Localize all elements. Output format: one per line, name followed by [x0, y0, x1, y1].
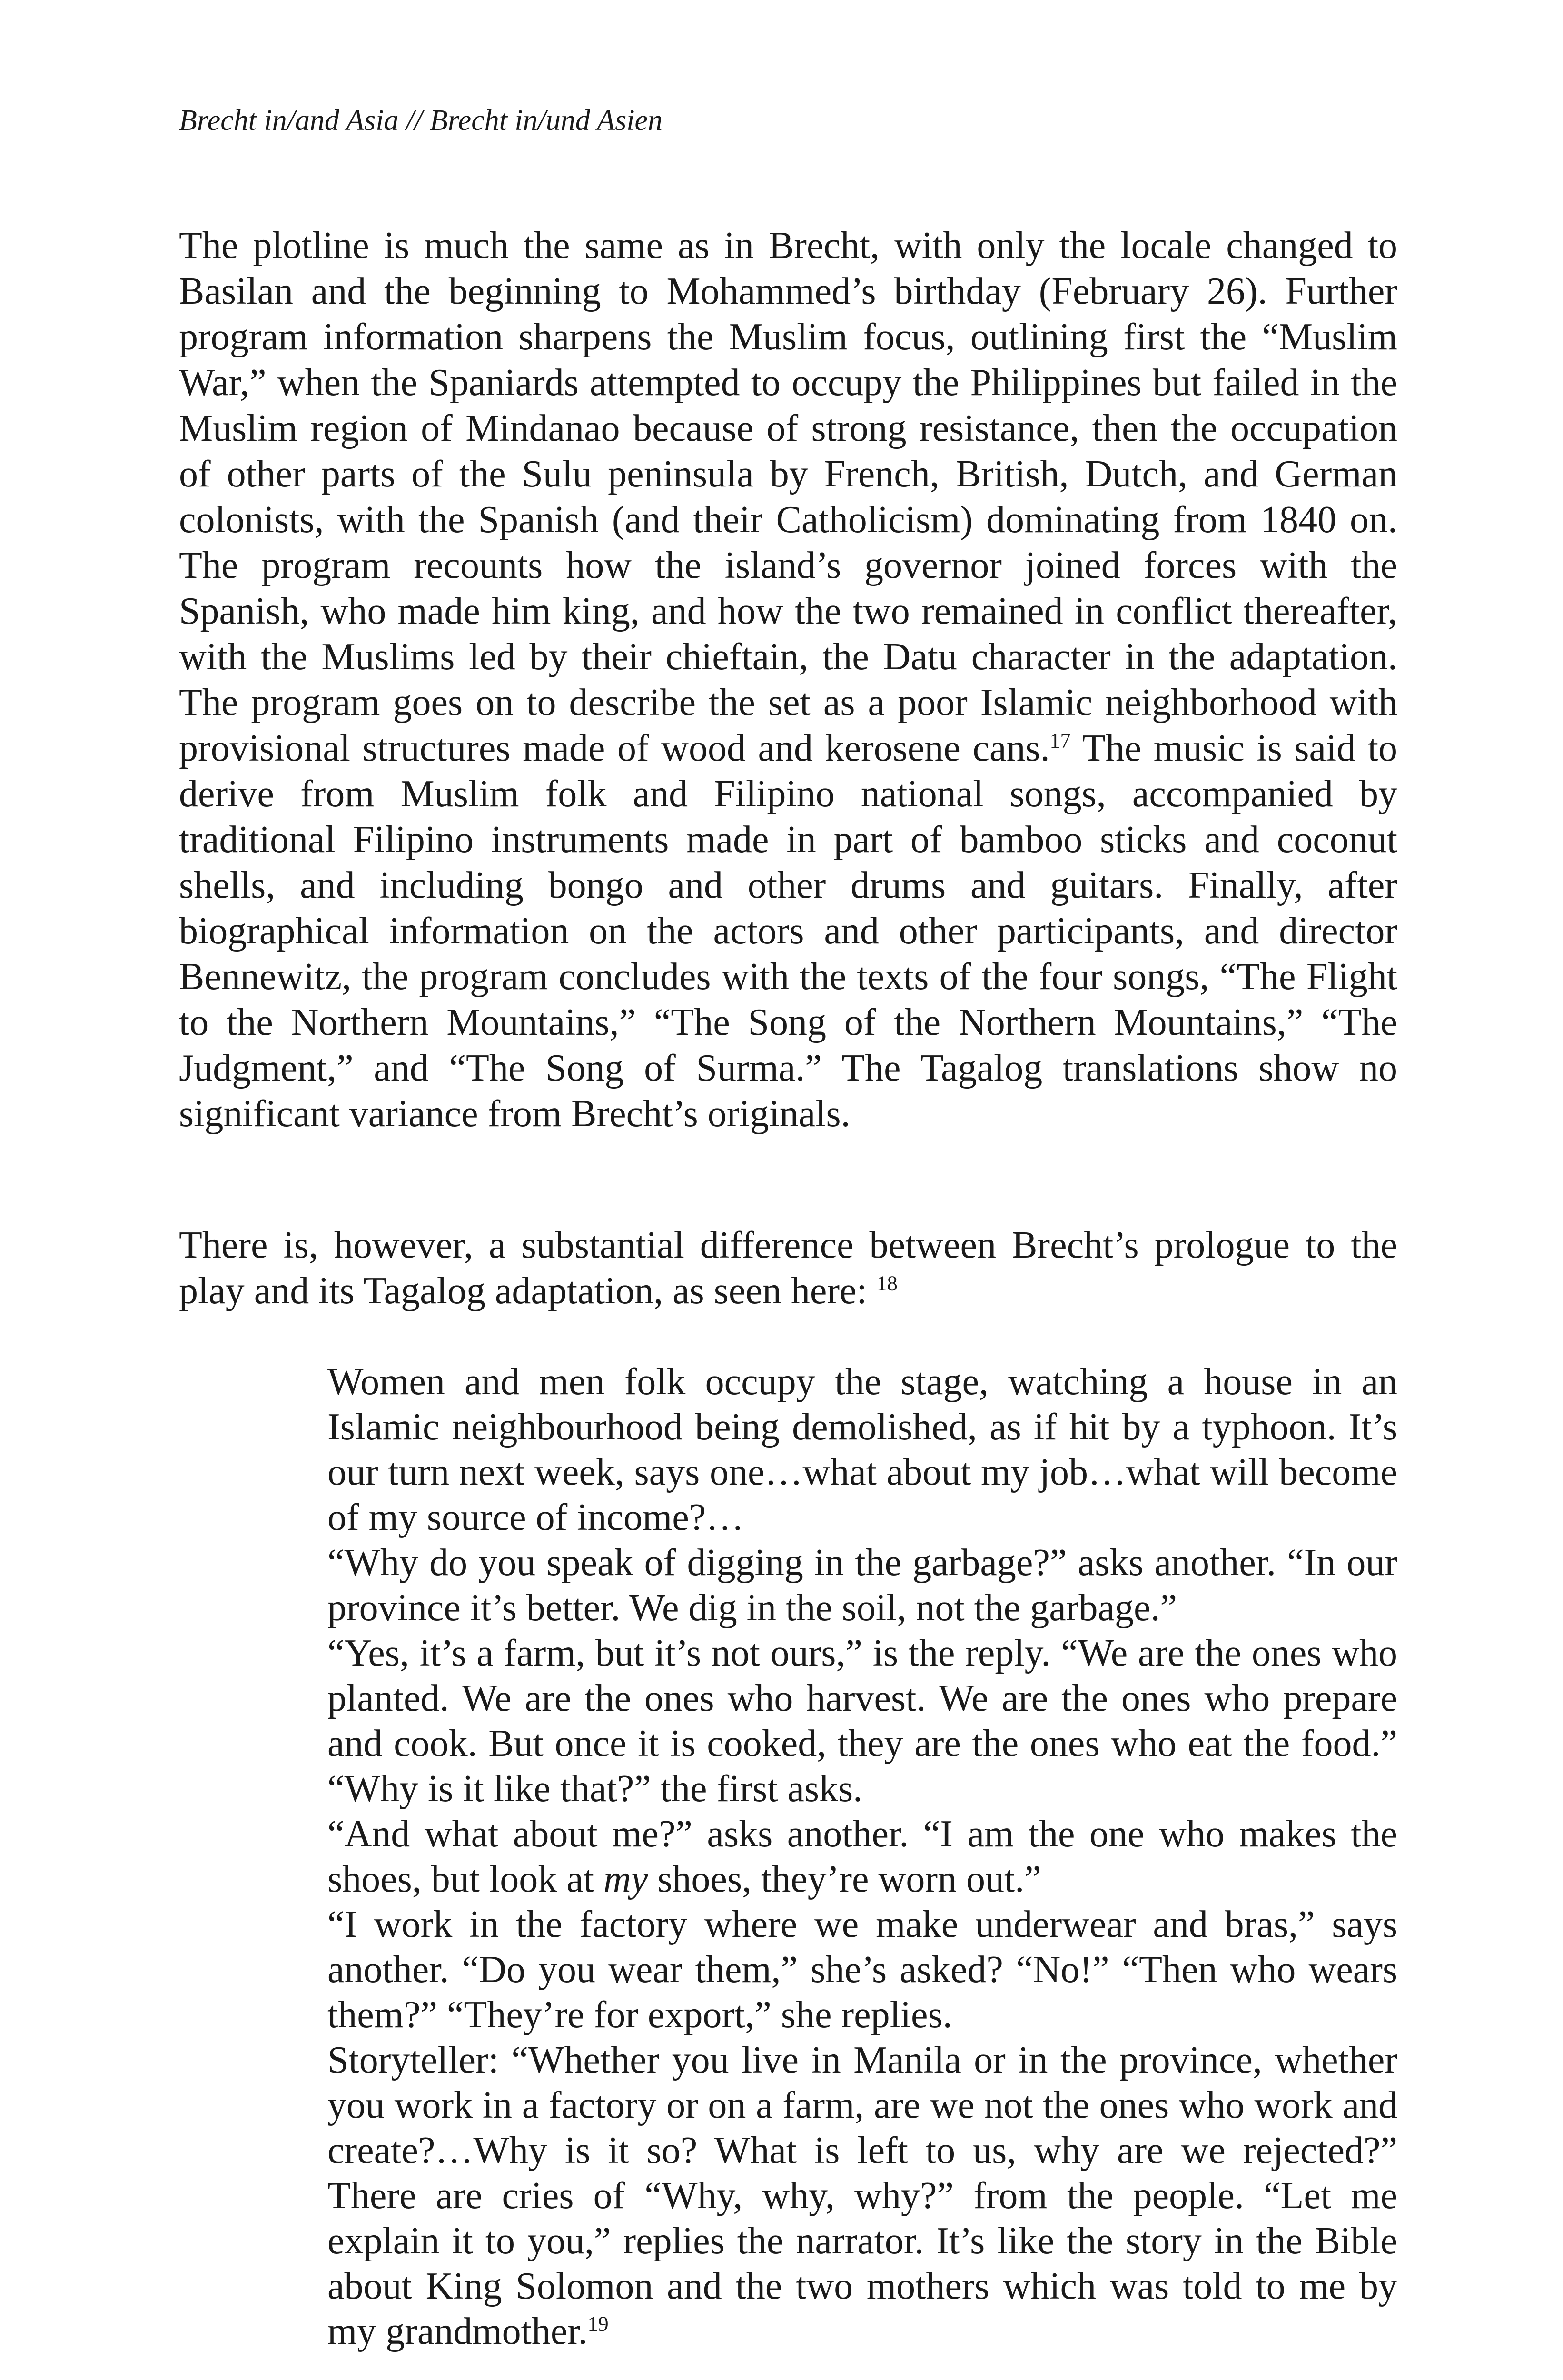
paragraph-text: The plotline is much the same as in Brecht, with only the locale changed to Basilan and the beginning to Mohammed’s birthday (February 26). Further program information sharpens the Muslim focus, outlining first the “Muslim War,” when the Spaniards attempted to occupy the Philippines but failed in the Muslim region of Mindanao because of strong resistance, then the occupation of other parts of the Sulu peninsula by French, British, Dutch, and German colonists, with the Spanish (and their Catholicism) dominating from 1840 on. The program recounts how the island’s governor joined forces with the Spanish, who made him king, and how the two remained in conflict thereafter, with the Muslims led by their chieftain, the Datu character in the adaptation. The program goes on to describe the set as a poor Islamic neighborhood with provisional structures made of wood and kerosene cans. — [179, 225, 1397, 769]
block-quote — [327, 1359, 1397, 2354]
footnote-ref-19: 19 — [587, 2312, 609, 2336]
paragraph-text: The music is said to derive from Muslim folk and Filipino national songs, accompanied by traditional Filipino instruments made in part of bamboo sticks and coconut shells, and including bongo and other drums and guitars. Finally, after biographical information on the actors and other participants, and director Bennewitz, the program concludes with the texts of the four songs, “The Flight to the Northern Mountains,” “The Song of the Northern Mountains,” “The Judgment,” and “The Song of Surma.” The Tagalog translations show no significant variance from Brecht’s originals. — [179, 727, 1397, 1135]
paragraph-text: There is, however, a substantial difference between Brecht’s prologue to the play and its Tagalog adaptation, as seen here: — [179, 1224, 1397, 1312]
quote-text: Storyteller: “Whether you live in Manila or in the province, whether you work in a factory or on a farm, are we not the ones who work and create?…Why is it so? What is left to us, why are we rejected?” There are cries of “Why, why, why?” from the people. “Let me explain it to you,” replies the narrator. It’s like the story in the Bible about King Solomon and the two mothers which was told to me by my grandmother. — [327, 2039, 1397, 2352]
paragraph-prologue-intro — [179, 1222, 1397, 1314]
footnote-ref-17: 17 — [1049, 729, 1071, 753]
quote-text: “And what about me?” asks another. “I am the one who makes the shoes, but look at — [327, 1813, 1397, 1900]
footnote-ref-18: 18 — [876, 1271, 898, 1295]
quote-emphasis: my — [603, 1858, 648, 1900]
quote-paragraph — [327, 1812, 1397, 1902]
quote-text: shoes, they’re worn out.” — [648, 1858, 1041, 1900]
quote-paragraph: Women and men folk occupy the stage, watching a house in an Islamic neighbourhood being demolished, as if hit by a typhoon. It’s our turn next week, says one…what about my job…what will become of my source of income?… — [327, 1361, 1397, 1538]
quote-paragraph: “Yes, it’s a farm, but it’s not ours,” is the reply. “We are the ones who planted. We are the ones who harvest. We are the ones who prepare and cook. But once it is cooked, they are the ones who eat the food.” “Why is it like that?” the first asks. — [327, 1632, 1397, 1810]
running-head: Brecht in/and Asia // Brecht in/und Asien — [179, 104, 663, 137]
paragraph-program-description — [179, 223, 1397, 1137]
quote-paragraph: “I work in the factory where we make underwear and bras,” says another. “Do you wear them,” she’s asked? “No!” “Then who wears them?” “They’re for export,” she replies. — [327, 1904, 1397, 2036]
quote-paragraph: “Why do you speak of digging in the garbage?” asks another. “In our province it’s better. We dig in the soil, not the garbage.” — [327, 1542, 1397, 1629]
quote-paragraph — [327, 2038, 1397, 2354]
